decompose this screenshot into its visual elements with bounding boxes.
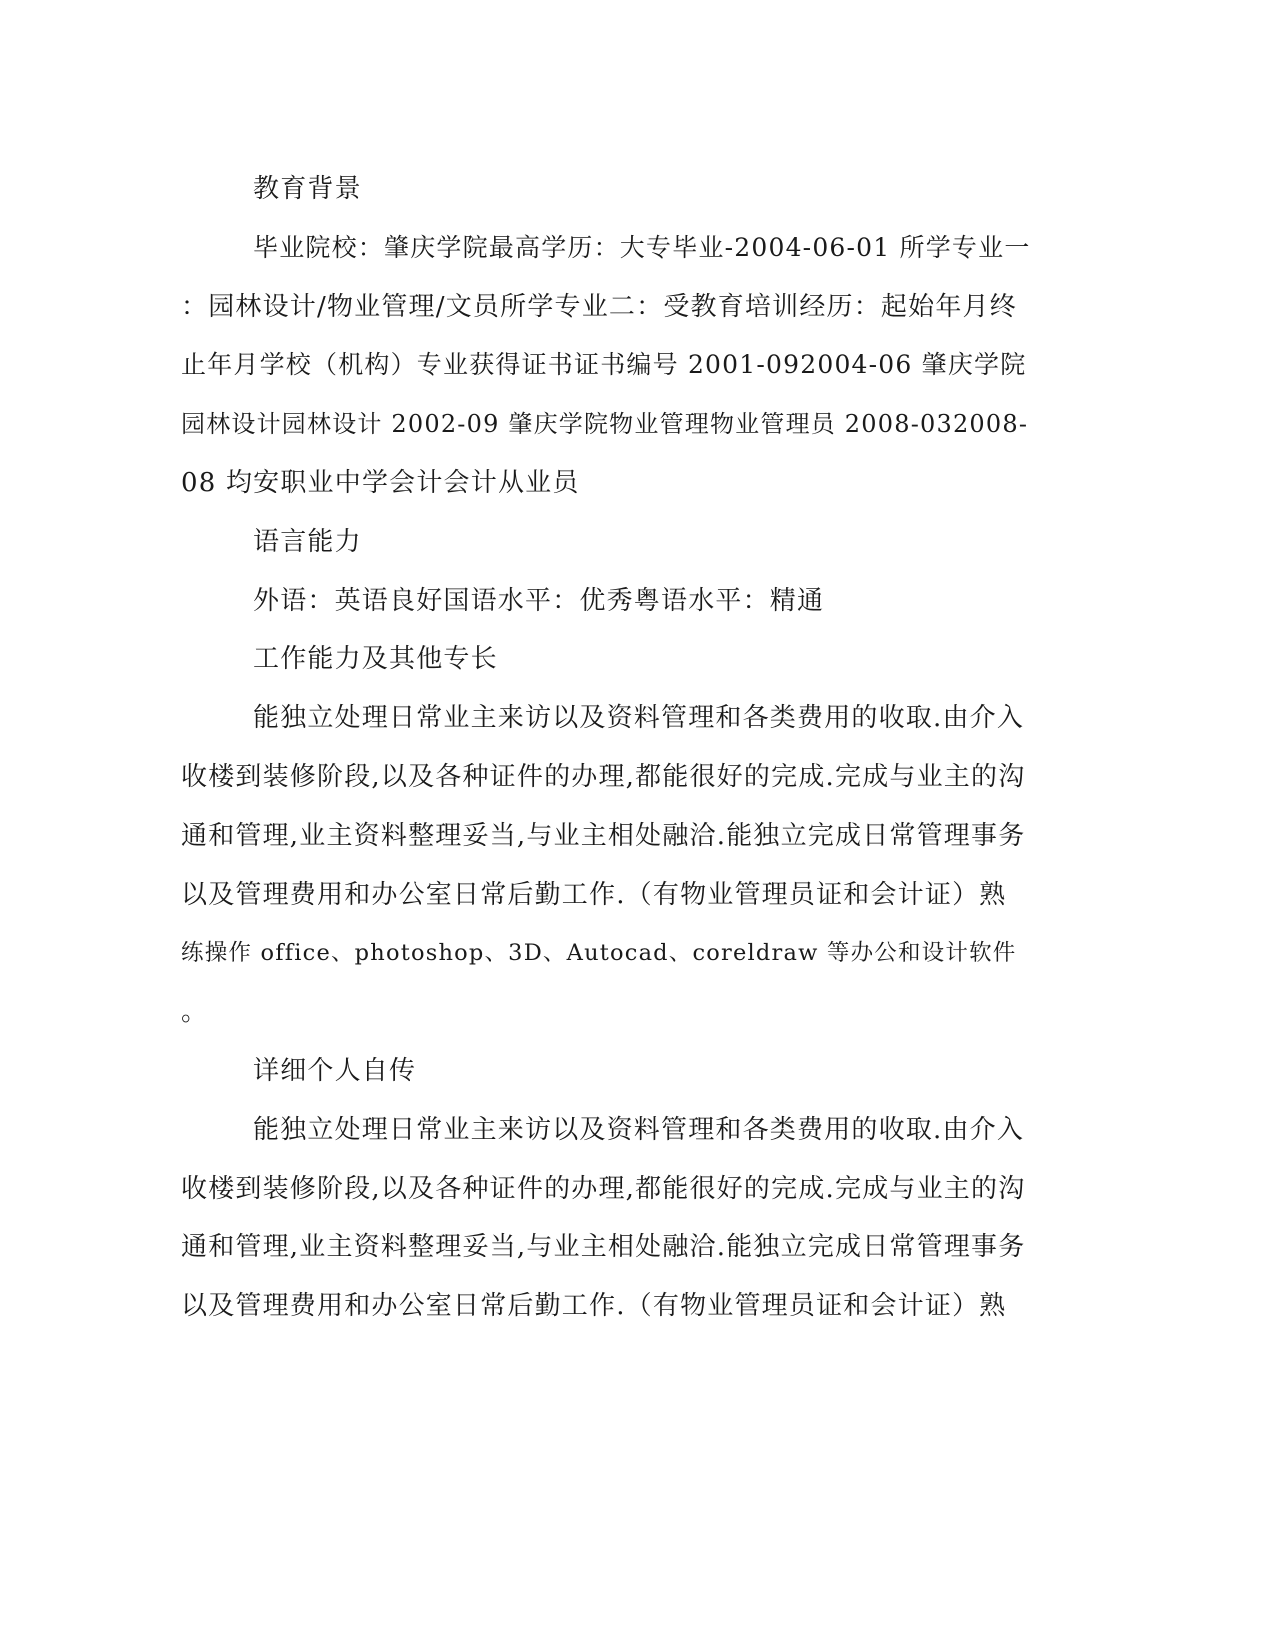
skills-line: 练操作 office、photoshop、3D、Autocad、coreldraw 等办公和设计软件 xyxy=(181,940,1017,967)
skills-line: 能独立处理日常业主来访以及资料管理和各类费用的收取.由介入 xyxy=(253,703,1025,734)
section-heading-skills: 工作能力及其他专长 xyxy=(253,644,498,675)
education-line: 止年月学校（机构）专业获得证书证书编号 2001-092004-06 肇庆学院 xyxy=(181,350,1027,380)
section-heading-language: 语言能力 xyxy=(253,526,362,557)
autobiography-line: 收楼到装修阶段,以及各种证件的办理,都能很好的完成.完成与业主的沟 xyxy=(181,1173,1026,1204)
education-line: 毕业院校：肇庆学院最高学历：大专毕业-2004-06-01 所学专业一 xyxy=(253,232,1031,262)
education-line: 08 均安职业中学会计会计从业员 xyxy=(181,467,580,498)
section-heading-education: 教育背景 xyxy=(253,174,362,204)
education-line: ：园林设计/物业管理/文员所学专业二：受教育培训经历：起始年月终 xyxy=(181,291,1017,322)
language-line: 外语：英语良好国语水平：优秀粤语水平：精通 xyxy=(253,585,825,616)
autobiography-line: 通和管理,业主资料整理妥当,与业主相处融洽.能独立完成日常管理事务 xyxy=(181,1232,1026,1263)
document-body xyxy=(181,160,1031,1336)
skills-line: 。 xyxy=(181,997,209,1028)
section-heading-autobiography: 详细个人自传 xyxy=(253,1055,417,1086)
autobiography-line: 以及管理费用和办公室日常后勤工作.（有物业管理员证和会计证）熟 xyxy=(181,1291,1007,1322)
skills-line: 以及管理费用和办公室日常后勤工作.（有物业管理员证和会计证）熟 xyxy=(181,879,1007,910)
autobiography-line: 能独立处理日常业主来访以及资料管理和各类费用的收取.由介入 xyxy=(253,1114,1025,1145)
skills-line: 通和管理,业主资料整理妥当,与业主相处融洽.能独立完成日常管理事务 xyxy=(181,820,1026,851)
skills-line: 收楼到装修阶段,以及各种证件的办理,都能很好的完成.完成与业主的沟 xyxy=(181,761,1026,792)
education-line: 园林设计园林设计 2002-09 肇庆学院物业管理物业管理员 2008-032008- xyxy=(181,410,1029,439)
